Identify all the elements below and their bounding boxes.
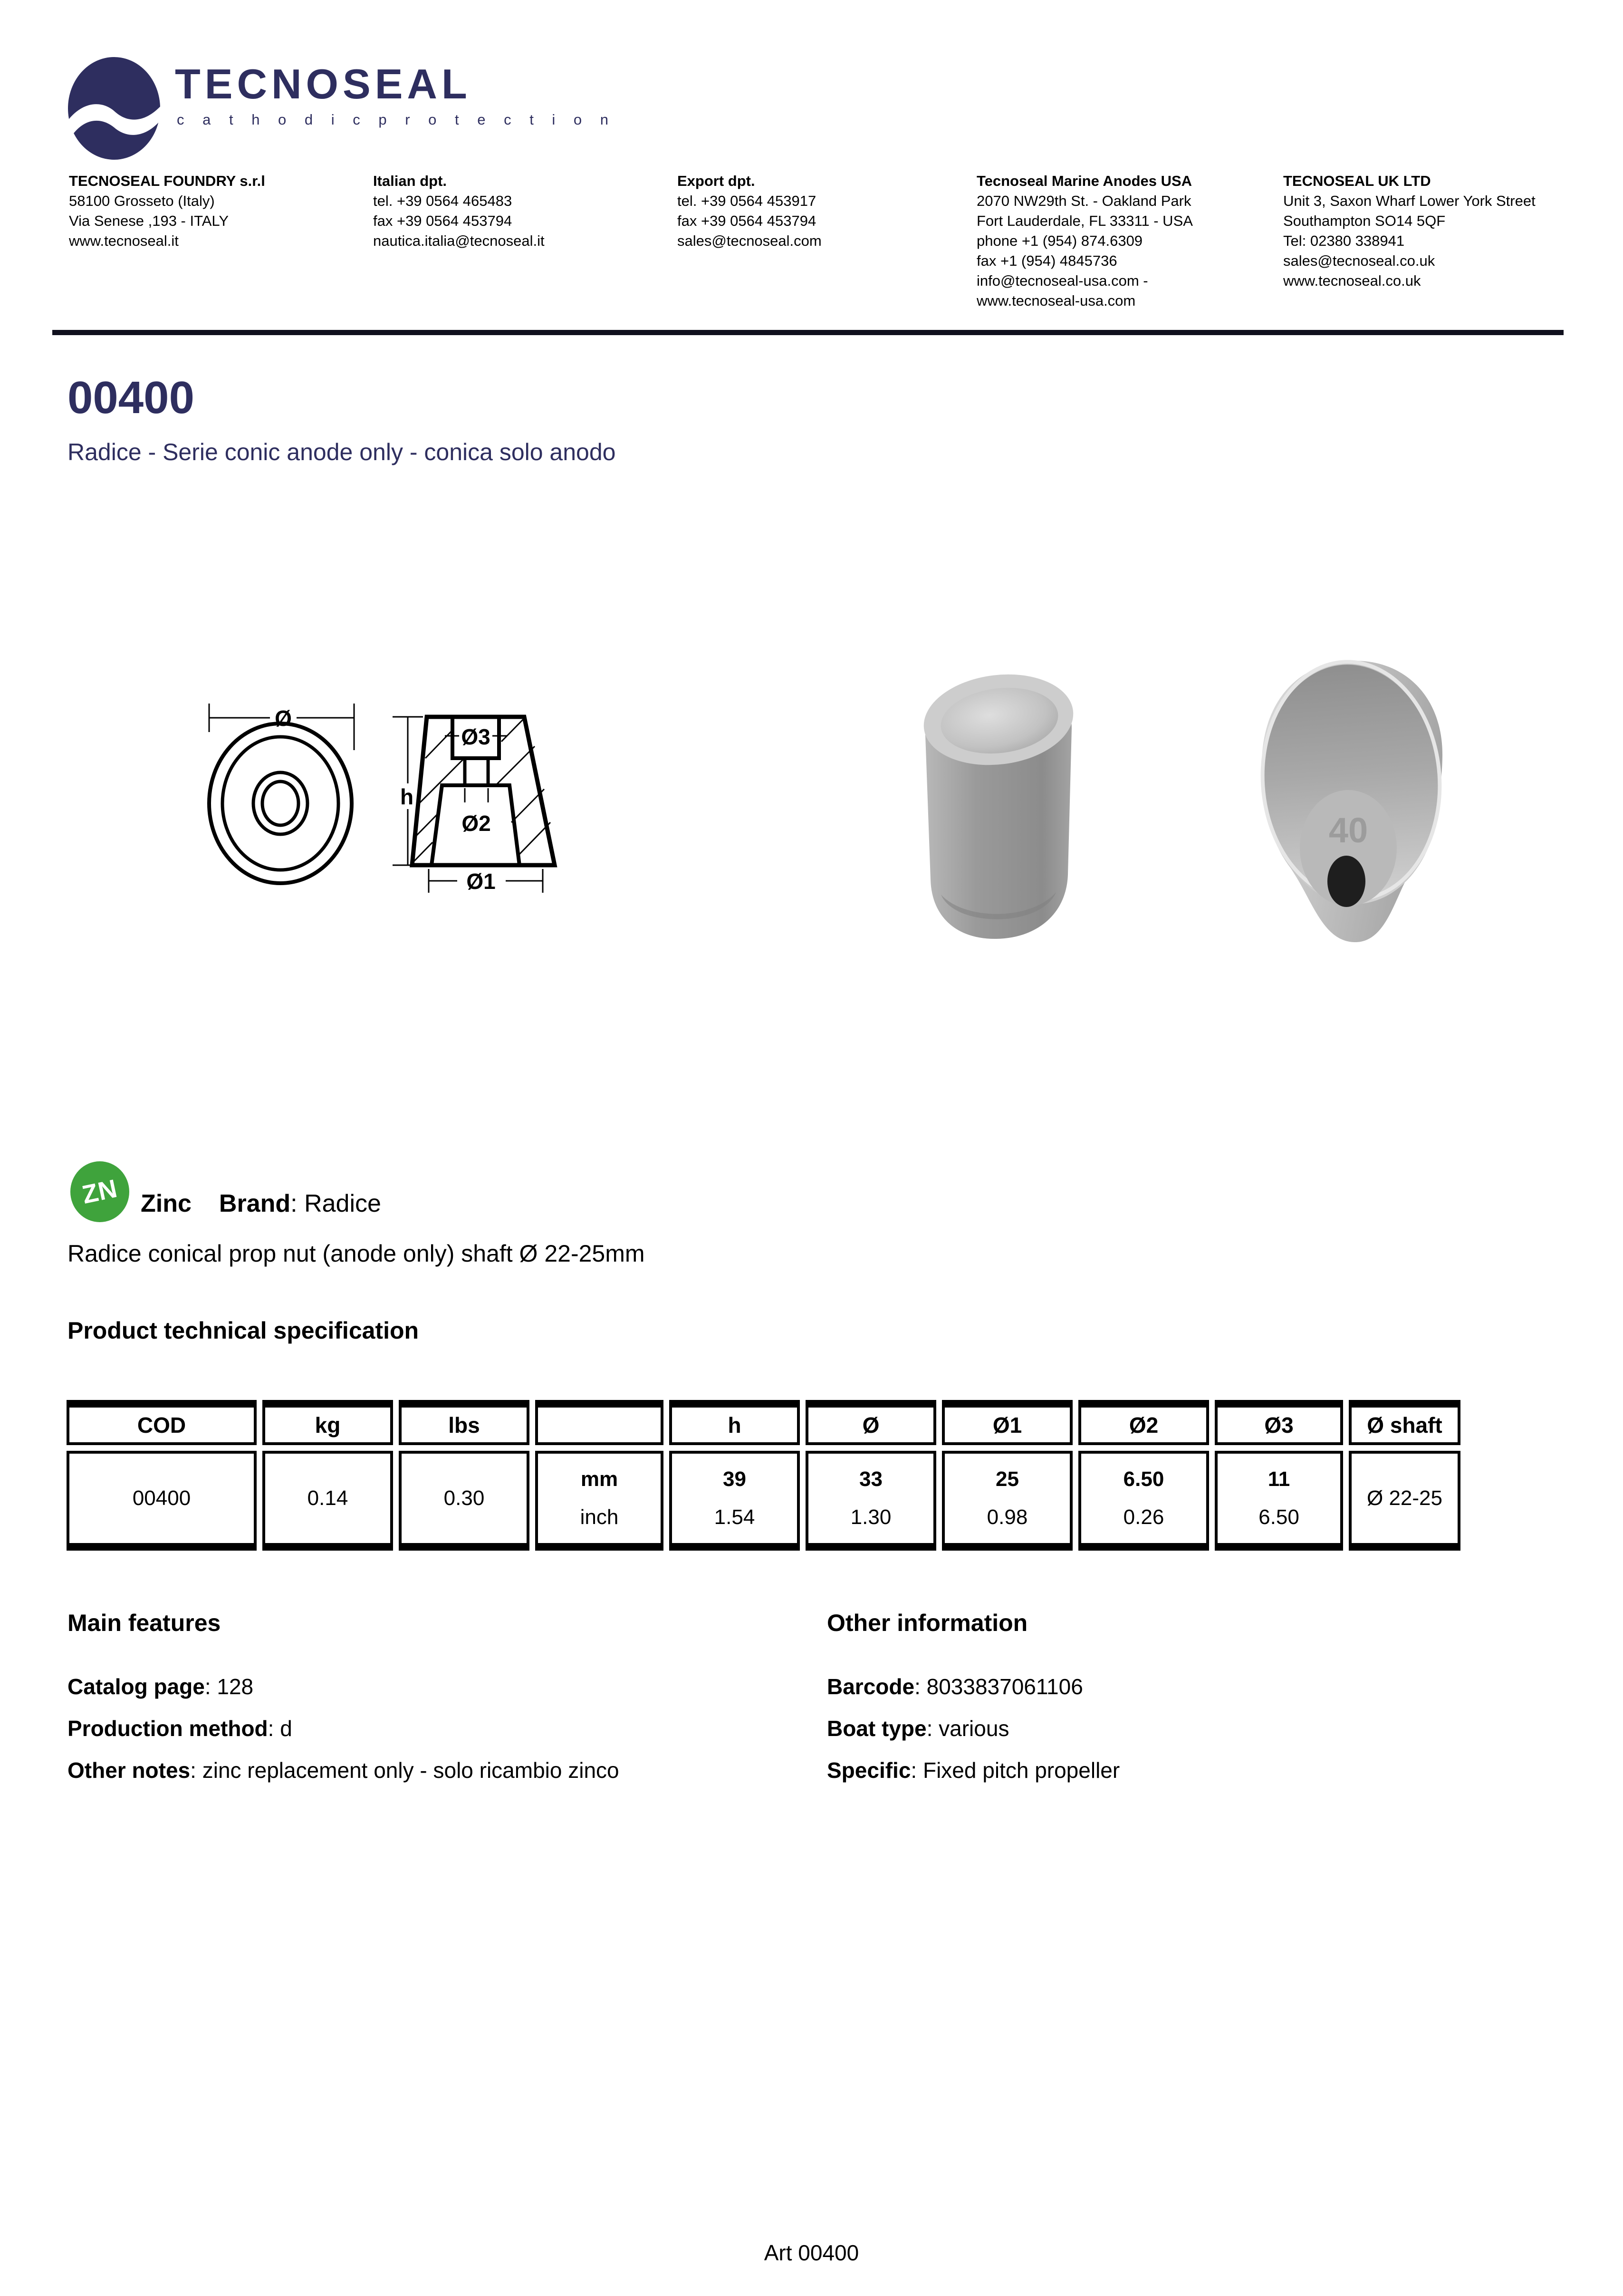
spec-column-d3: [1215, 1400, 1343, 1551]
other-information-section: [827, 1609, 1120, 1799]
table-header-cell: Ø: [806, 1400, 936, 1445]
table-header-cell: h: [669, 1400, 800, 1445]
table-header-cell: Ø2: [1078, 1400, 1209, 1445]
table-header-cell: Ø3: [1215, 1400, 1343, 1445]
product-photo-top: [1224, 643, 1480, 961]
contact-column-italian-dpt: [373, 171, 677, 311]
feature-value: d: [280, 1716, 292, 1741]
material-name: Zinc: [141, 1190, 192, 1217]
value-mm: 11: [1268, 1467, 1290, 1491]
contact-line: www.tecnoseal-usa.com: [977, 292, 1136, 309]
contact-line: tel. +39 0564 465483: [373, 193, 512, 209]
table-cell-d: [806, 1451, 936, 1551]
table-cell-shaft: Ø 22-25: [1349, 1451, 1460, 1551]
table-cell-h: [669, 1451, 800, 1551]
feature-value: zinc replacement only - solo ricambio zinco: [202, 1758, 619, 1783]
photo-stamp-number: 40: [1328, 810, 1368, 850]
contact-column-uk: [1283, 171, 1616, 311]
main-features-heading: Main features: [67, 1610, 221, 1636]
value-inch: 1.54: [714, 1505, 755, 1529]
value-mm: 25: [996, 1467, 1019, 1491]
tecnoseal-logo-icon: [67, 56, 164, 161]
contact-title: Tecnoseal Marine Anodes USA: [977, 173, 1192, 189]
info-label: Barcode: [827, 1674, 915, 1699]
contact-line: fax +39 0564 453794: [677, 212, 816, 229]
info-value: 8033837061106: [926, 1674, 1083, 1699]
spec-column-h: [669, 1400, 800, 1551]
drawing-label-d3: Ø3: [461, 724, 490, 749]
technical-drawing: [190, 680, 570, 936]
kv-separator: :: [290, 1190, 305, 1217]
kv-separator: :: [926, 1716, 939, 1741]
table-header-cell: COD: [67, 1400, 257, 1445]
kv-separator: :: [268, 1716, 280, 1741]
contact-line: www.tecnoseal.co.uk: [1283, 272, 1421, 289]
table-header-cell: Ø shaft: [1349, 1400, 1460, 1445]
material-brand-line: [141, 1189, 381, 1218]
spec-column-lbs: [399, 1400, 529, 1551]
contact-columns: [69, 171, 1616, 311]
drawing-label-d1: Ø1: [466, 869, 496, 894]
table-header-cell: [535, 1400, 663, 1445]
drawing-label-h: h: [400, 784, 414, 809]
info-item: [827, 1716, 1120, 1741]
table-cell-d1: [942, 1451, 1073, 1551]
spec-column-d1: [942, 1400, 1073, 1551]
value-mm: 33: [859, 1467, 883, 1491]
zinc-symbol: ZN: [79, 1174, 120, 1210]
contact-title: Italian dpt.: [373, 173, 447, 189]
unit-mm: mm: [580, 1467, 618, 1491]
info-value: various: [939, 1716, 1009, 1741]
value-inch: 6.50: [1258, 1505, 1299, 1529]
brand-label: Brand: [219, 1190, 291, 1217]
feature-item: [67, 1716, 619, 1741]
table-cell-kg: 0.14: [262, 1451, 393, 1551]
contact-line: 58100 Grosseto (Italy): [69, 193, 215, 209]
drawing-label-diameter: Ø: [275, 706, 292, 731]
spec-column-kg: [262, 1400, 393, 1551]
spec-column-d2: [1078, 1400, 1209, 1551]
contact-line: fax +1 (954) 4845736: [977, 252, 1117, 269]
value-inch: 0.26: [1123, 1505, 1164, 1529]
contact-line: fax +39 0564 453794: [373, 212, 512, 229]
info-label: Boat type: [827, 1716, 927, 1741]
footer-art-number: Art 00400: [764, 2240, 859, 2265]
table-header-cell: lbs: [399, 1400, 529, 1445]
feature-item: [67, 1757, 619, 1783]
contact-line: sales@tecnoseal.com: [677, 232, 822, 249]
table-cell-d2: [1078, 1451, 1209, 1551]
contact-title: TECNOSEAL UK LTD: [1283, 173, 1431, 189]
contact-line: tel. +39 0564 453917: [677, 193, 816, 209]
contact-line: Tel: 02380 338941: [1283, 232, 1405, 249]
info-label: Specific: [827, 1758, 911, 1783]
contact-line: www.tecnoseal.it: [69, 232, 179, 249]
kv-separator: :: [914, 1674, 927, 1699]
zinc-badge-icon: [70, 1161, 129, 1222]
contact-column-export-dpt: [677, 171, 977, 311]
value-mm: 6.50: [1123, 1467, 1164, 1491]
drawing-label-d2: Ø2: [461, 811, 491, 836]
contact-line: Via Senese ,193 - ITALY: [69, 212, 229, 229]
contact-column-usa: [977, 171, 1283, 311]
contact-line: Fort Lauderdale, FL 33311 - USA: [977, 212, 1193, 229]
contact-line: 2070 NW29th St. - Oakland Park: [977, 193, 1191, 209]
value-inch: 0.98: [987, 1505, 1028, 1529]
spec-column-d: [806, 1400, 936, 1551]
contact-line: Unit 3, Saxon Wharf Lower York Street: [1283, 193, 1536, 209]
other-information-heading: Other information: [827, 1610, 1028, 1636]
info-value: Fixed pitch propeller: [922, 1758, 1120, 1783]
spec-column-cod: [67, 1400, 257, 1551]
unit-inch: inch: [580, 1505, 619, 1529]
contact-line: nautica.italia@tecnoseal.it: [373, 232, 545, 249]
brand-value: Radice: [304, 1190, 381, 1217]
kv-separator: :: [204, 1674, 217, 1699]
feature-item: [67, 1674, 619, 1699]
spec-column-shaft: [1349, 1400, 1460, 1551]
spec-column-units: [535, 1400, 663, 1551]
product-photo-side: [879, 647, 1117, 952]
info-item: [827, 1674, 1120, 1699]
table-header-cell: kg: [262, 1400, 393, 1445]
product-subtitle: Radice - Serie conic anode only - conica solo anodo: [67, 439, 616, 465]
feature-label: Other notes: [67, 1758, 191, 1783]
feature-value: 128: [217, 1674, 254, 1699]
product-code-title: 00400: [67, 372, 194, 423]
kv-separator: :: [911, 1758, 923, 1783]
feature-label: Production method: [67, 1716, 268, 1741]
contact-line: sales@tecnoseal.co.uk: [1283, 252, 1435, 269]
table-cell-d3: [1215, 1451, 1343, 1551]
spec-table: [67, 1400, 1460, 1551]
value-mm: 39: [723, 1467, 746, 1491]
spec-heading: Product technical specification: [67, 1317, 419, 1344]
contact-line: phone +1 (954) 874.6309: [977, 232, 1143, 249]
table-cell-lbs: 0.30: [399, 1451, 529, 1551]
contact-line: info@tecnoseal-usa.com -: [977, 272, 1148, 289]
feature-label: Catalog page: [67, 1674, 205, 1699]
contact-line: Southampton SO14 5QF: [1283, 212, 1446, 229]
contact-title: Export dpt.: [677, 173, 755, 189]
main-features-section: [67, 1609, 619, 1799]
contact-title: TECNOSEAL FOUNDRY s.r.l: [69, 173, 265, 189]
logo-tagline: c a t h o d i c p r o t e c t i o n: [177, 111, 616, 128]
info-item: [827, 1757, 1120, 1783]
header-divider: [52, 330, 1564, 335]
value-inch: 1.30: [850, 1505, 892, 1529]
table-cell-cod: 00400: [67, 1451, 257, 1551]
product-description: Radice conical prop nut (anode only) shaft Ø 22-25mm: [67, 1240, 645, 1267]
logo-wordmark: TECNOSEAL: [175, 60, 471, 107]
table-header-cell: Ø1: [942, 1400, 1073, 1445]
table-cell-units: [535, 1451, 663, 1551]
contact-column-foundry: [69, 171, 373, 311]
kv-separator: :: [190, 1758, 202, 1783]
